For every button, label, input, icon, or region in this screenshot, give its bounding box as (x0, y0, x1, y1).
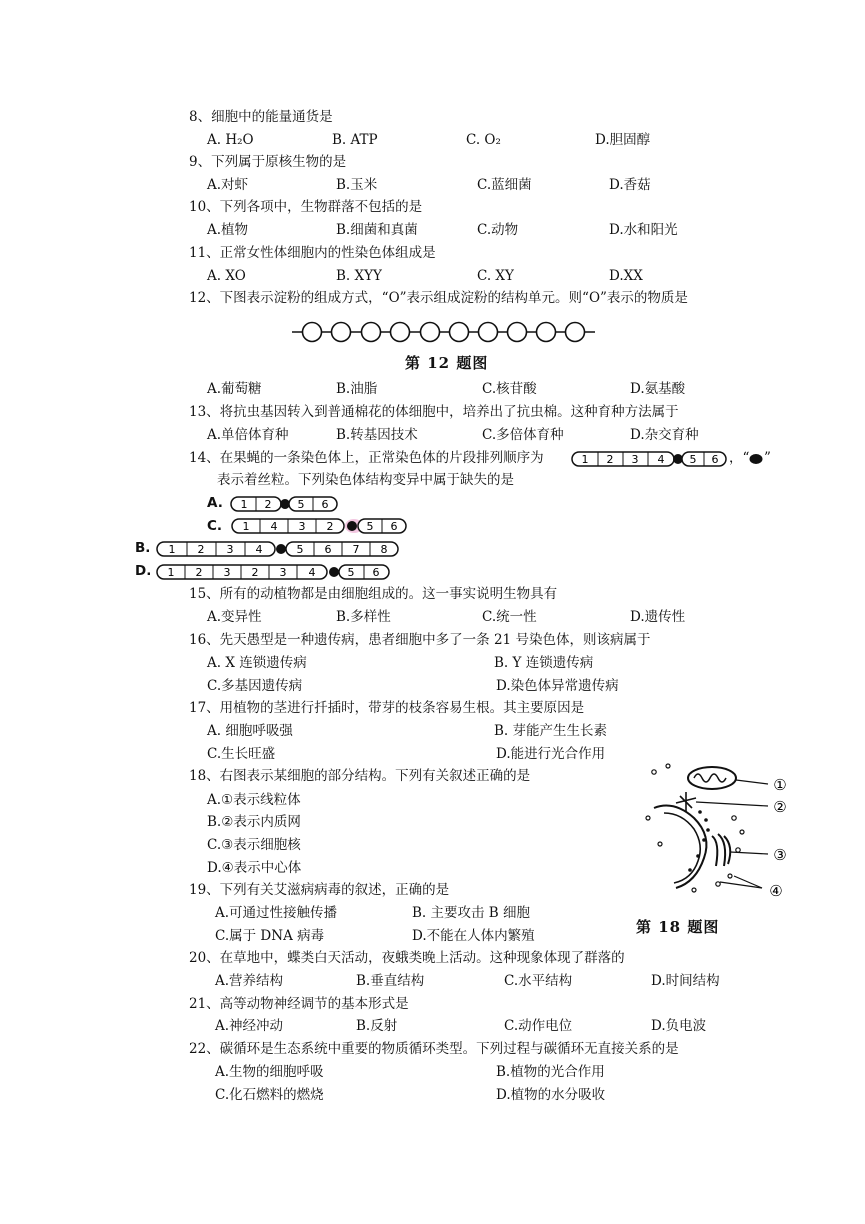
question-21-stem: 21、高等动物神经调节的基本形式是 (189, 996, 409, 1012)
q8-option-c: C. O₂ (466, 132, 501, 148)
q8-option-a: A. H₂O (207, 132, 254, 148)
svg-text:5: 5 (297, 498, 305, 511)
cell-structure-figure (634, 758, 794, 908)
fig18-label-1: ① (773, 776, 787, 794)
q16-option-a: A. X 连锁遗传病 (207, 655, 307, 671)
q19-option-b: B. 主要攻击 B 细胞 (412, 905, 531, 921)
centromere-dot-icon (748, 452, 764, 466)
svg-text:3: 3 (226, 543, 234, 556)
q10-option-b: B.细菌和真菌 (336, 222, 418, 238)
q15-option-c: C.统一性 (482, 609, 537, 625)
q22-option-a: A.生物的细胞呼吸 (215, 1064, 324, 1080)
q18-option-b: B.②表示内质网 (207, 814, 301, 830)
q21-option-a: A.神经冲动 (215, 1018, 284, 1034)
q20-option-d: D.时间结构 (651, 973, 720, 989)
q12-option-a: A.葡萄糖 (207, 381, 262, 397)
svg-text:2: 2 (264, 498, 272, 511)
question-13-stem: 13、将抗虫基因转入到普通棉花的体细胞中，培养出了抗虫棉。这种育种方法属于 (189, 404, 679, 420)
svg-text:2: 2 (251, 566, 259, 579)
fig18-label-2: ② (773, 798, 787, 816)
q20-option-a: A.营养结构 (215, 973, 284, 989)
svg-text:2: 2 (326, 520, 334, 533)
svg-text:1: 1 (168, 543, 176, 556)
q22-option-c: C.化石燃料的燃烧 (215, 1087, 324, 1103)
q14-option-a-label: A. (207, 495, 223, 511)
normal-seg-6: 6 (711, 453, 719, 466)
question-18-stem: 18、右图表示某细胞的部分结构。下列有关叙述正确的是 (189, 768, 531, 784)
q12-figure-caption: 第 12 题图 (405, 354, 489, 372)
q18-figure-caption: 第 18 题图 (636, 918, 720, 936)
q10-option-a: A.植物 (207, 222, 249, 238)
question-19-stem: 19、下列有关艾滋病病毒的叙述，正确的是 (189, 882, 450, 898)
q14-option-b-chromosome (155, 539, 403, 559)
svg-text:2: 2 (197, 543, 205, 556)
q14-option-c-chromosome (230, 516, 410, 536)
normal-seg-2: 2 (606, 453, 614, 466)
question-14-stem-part2: 表示着丝粒。下列染色体结构变异中属于缺失的是 (217, 472, 514, 488)
svg-text:6: 6 (321, 498, 329, 511)
q12-option-c: C.核苷酸 (482, 381, 537, 397)
q11-option-c: C. XY (477, 268, 514, 284)
q11-option-d: D.XX (609, 268, 643, 284)
q18-option-a: A.①表示线粒体 (207, 792, 301, 808)
q8-option-b: B. ATP (332, 132, 378, 148)
fig18-label-4: ④ (769, 882, 783, 900)
question-10-stem: 10、下列各项中，生物群落不包括的是 (189, 199, 423, 215)
q19-option-c: C.属于 DNA 病毒 (215, 928, 325, 944)
question-12-stem: 12、下图表示淀粉的组成方式，“O”表示组成淀粉的结构单元。则“O”表示的物质是 (189, 290, 688, 306)
q22-option-b: B.植物的光合作用 (496, 1064, 605, 1080)
q15-option-d: D.遗传性 (630, 609, 686, 625)
svg-text:5: 5 (347, 566, 355, 579)
q17-option-d: D.能进行光合作用 (496, 746, 606, 762)
svg-text:3: 3 (279, 566, 287, 579)
svg-text:6: 6 (372, 566, 380, 579)
svg-text:4: 4 (255, 543, 263, 556)
starch-chain-figure (290, 318, 600, 348)
q15-option-b: B.多样性 (336, 609, 391, 625)
q16-option-c: C.多基因遗传病 (207, 678, 303, 694)
svg-text:4: 4 (308, 566, 316, 579)
q14-option-c-label: C. (207, 518, 223, 534)
q13-option-a: A.单倍体育种 (207, 427, 289, 443)
q17-option-c: C.生长旺盛 (207, 746, 276, 762)
svg-text:1: 1 (242, 520, 250, 533)
q20-option-b: B.垂直结构 (356, 973, 425, 989)
svg-text:7: 7 (352, 543, 360, 556)
q20-option-c: C.水平结构 (504, 973, 573, 989)
svg-text:6: 6 (324, 543, 332, 556)
question-17-stem: 17、用植物的茎进行扦插时，带芽的枝条容易生根。其主要原因是 (189, 700, 585, 716)
q9-option-c: C.蓝细菌 (477, 177, 532, 193)
q18-option-d: D.④表示中心体 (207, 860, 302, 876)
question-14-stem-part1: 14、在果蝇的一条染色体上，正常染色体的片段排列顺序为 (189, 450, 544, 466)
q21-option-b: B.反射 (356, 1018, 398, 1034)
q12-option-d: D.氨基酸 (630, 381, 686, 397)
svg-text:1: 1 (167, 566, 175, 579)
svg-text:3: 3 (298, 520, 306, 533)
question-9-stem: 9、下列属于原核生物的是 (189, 154, 347, 170)
q19-option-d: D.不能在人体内繁殖 (412, 928, 535, 944)
normal-seg-1: 1 (581, 453, 589, 466)
q11-option-a: A. XO (207, 268, 246, 284)
question-15-stem: 15、所有的动植物都是由细胞组成的。这一事实说明生物具有 (189, 586, 558, 602)
q9-option-b: B.玉米 (336, 177, 378, 193)
svg-text:3: 3 (223, 566, 231, 579)
q8-option-d: D.胆固醇 (595, 132, 651, 148)
normal-seg-5: 5 (689, 453, 697, 466)
q14-quote-open: ，“ (729, 450, 750, 466)
normal-chromosome-figure (569, 450, 729, 468)
normal-seg-3: 3 (631, 453, 639, 466)
q21-option-d: D.负电波 (651, 1018, 707, 1034)
q21-option-c: C.动作电位 (504, 1018, 573, 1034)
q14-option-d-chromosome (155, 562, 395, 582)
q9-option-d: D.香菇 (609, 177, 651, 193)
question-8-stem: 8、细胞中的能量通货是 (189, 109, 333, 125)
q17-option-b: B. 芽能产生生长素 (494, 723, 608, 739)
svg-text:1: 1 (240, 498, 248, 511)
q10-option-c: C.动物 (477, 222, 519, 238)
q13-option-c: C.多倍体育种 (482, 427, 564, 443)
fig18-label-3: ③ (773, 846, 787, 864)
question-20-stem: 20、在草地中，蝶类白天活动，夜蛾类晚上活动。这种现象体现了群落的 (189, 950, 625, 966)
q19-option-a: A.可通过性接触传播 (215, 905, 338, 921)
q9-option-a: A.对虾 (207, 177, 249, 193)
svg-text:5: 5 (366, 520, 374, 533)
question-11-stem: 11、正常女性体细胞内的性染色体组成是 (189, 245, 436, 261)
q15-option-a: A.变异性 (207, 609, 262, 625)
q16-option-b: B. Y 连锁遗传病 (494, 655, 594, 671)
q11-option-b: B. XYY (336, 268, 382, 284)
normal-seg-4: 4 (657, 453, 665, 466)
q10-option-d: D.水和阳光 (609, 222, 678, 238)
q16-option-d: D.染色体异常遗传病 (496, 678, 619, 694)
q14-option-b-label: B. (135, 540, 151, 556)
question-16-stem: 16、先天愚型是一种遗传病，患者细胞中多了一条 21 号染色体，则该病属于 (189, 632, 651, 648)
svg-text:6: 6 (390, 520, 398, 533)
question-22-stem: 22、碳循环是生态系统中重要的物质循环类型。下列过程与碳循环无直接关系的是 (189, 1041, 679, 1057)
q14-quote-close: ” (764, 450, 771, 466)
q12-option-b: B.油脂 (336, 381, 378, 397)
svg-text:8: 8 (380, 543, 388, 556)
svg-text:2: 2 (195, 566, 203, 579)
q13-option-d: D.杂交育种 (630, 427, 699, 443)
q13-option-b: B.转基因技术 (336, 427, 418, 443)
q17-option-a: A. 细胞呼吸强 (207, 723, 293, 739)
svg-text:5: 5 (296, 543, 304, 556)
svg-text:4: 4 (270, 520, 278, 533)
q14-option-d-label: D. (135, 563, 152, 579)
q18-option-c: C.③表示细胞核 (207, 837, 301, 853)
q14-option-a-chromosome (229, 495, 341, 513)
q22-option-d: D.植物的水分吸收 (496, 1087, 606, 1103)
